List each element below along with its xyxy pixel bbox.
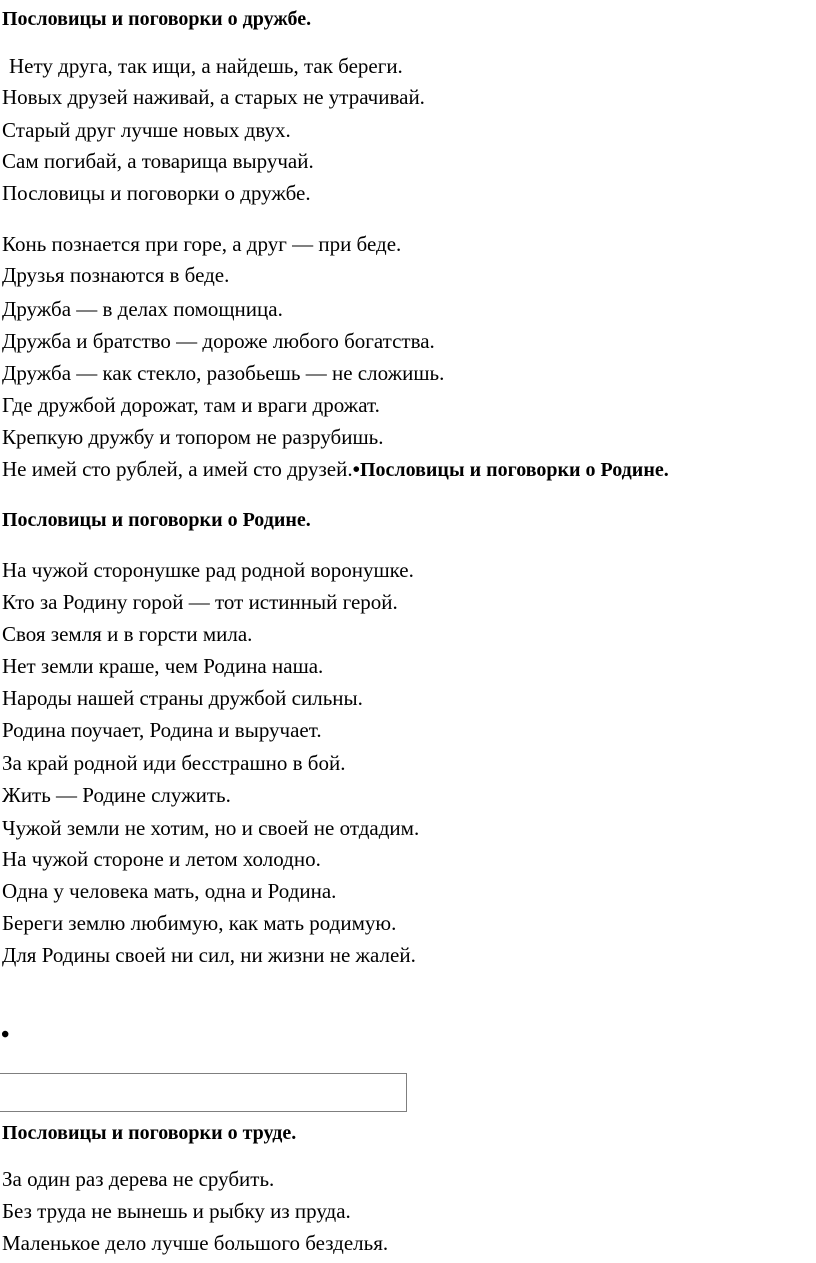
bullet-icon: • — [352, 457, 360, 481]
proverb-line: Друзья познаются в беде. — [2, 263, 230, 287]
proverb-line: Для Родины своей ни сил, ни жизни не жалей. — [2, 943, 416, 967]
proverb-line: Береги землю любимую, как мать родимую. — [2, 911, 397, 935]
proverb-line: Сам погибай, а товарища выручай. — [2, 149, 314, 173]
proverb-line: Где дружбой дорожат, там и враги дрожат. — [2, 393, 380, 417]
proverb-line: Чужой земли не хотим, но и своей не отдадим. — [2, 816, 420, 840]
proverb-line-with-heading — [2, 456, 669, 483]
proverb-line: Своя земля и в горсти мила. — [2, 622, 253, 646]
proverb-line: Старый друг лучше новых двух. — [2, 118, 291, 142]
proverb-line: Жить — Родине служить. — [2, 783, 231, 807]
proverb-line: Дружба — в делах помощница. — [2, 297, 283, 321]
proverb-line: Народы нашей страны дружбой сильны. — [2, 686, 363, 710]
proverb-line: Без труда не вынешь и рыбку из пруда. — [2, 1199, 351, 1223]
proverb-line: Дружба и братство — дороже любого богатства. — [2, 329, 435, 353]
proverb-line: Нет земли краше, чем Родина наша. — [2, 654, 324, 678]
proverb-line: Пословицы и поговорки о дружбе. — [2, 181, 311, 205]
proverb-line: Нету друга, так ищи, а найдешь, так береги. — [9, 54, 403, 78]
proverb-line: Новых друзей наживай, а старых не утрачивай. — [2, 85, 425, 109]
proverb-text: Не имей сто рублей, а имей сто друзей. — [2, 457, 353, 481]
proverb-line: Родина поучает, Родина и выручает. — [2, 718, 322, 742]
proverb-line: За край родной иди бесстрашно в бой. — [2, 751, 346, 775]
section-title-friendship: Пословицы и поговорки о дружбе. — [2, 8, 312, 30]
empty-box — [0, 1073, 407, 1112]
proverb-line: Конь познается при горе, а друг — при беде. — [2, 232, 402, 256]
proverb-line: Одна у человека мать, одна и Родина. — [2, 879, 337, 903]
inline-heading: Пословицы и поговорки о Родине. — [359, 459, 669, 481]
bullet-icon: • — [1, 1022, 10, 1048]
proverb-line: За один раз дерева не срубить. — [2, 1167, 275, 1191]
proverb-line: Маленькое дело лучше большого безделья. — [2, 1231, 389, 1255]
proverb-line: На чужой сторонушке рад родной воронушке. — [2, 558, 414, 582]
proverb-line: Дружба — как стекло, разобьешь — не сложишь. — [2, 361, 445, 385]
proverb-line: Крепкую дружбу и топором не разрубишь. — [2, 425, 384, 449]
proverb-line: На чужой стороне и летом холодно. — [2, 847, 321, 871]
proverb-line: Кто за Родину горой — тот истинный герой. — [2, 590, 398, 614]
section-title-homeland: Пословицы и поговорки о Родине. — [2, 509, 311, 531]
section-title-labor: Пословицы и поговорки о труде. — [2, 1122, 297, 1144]
